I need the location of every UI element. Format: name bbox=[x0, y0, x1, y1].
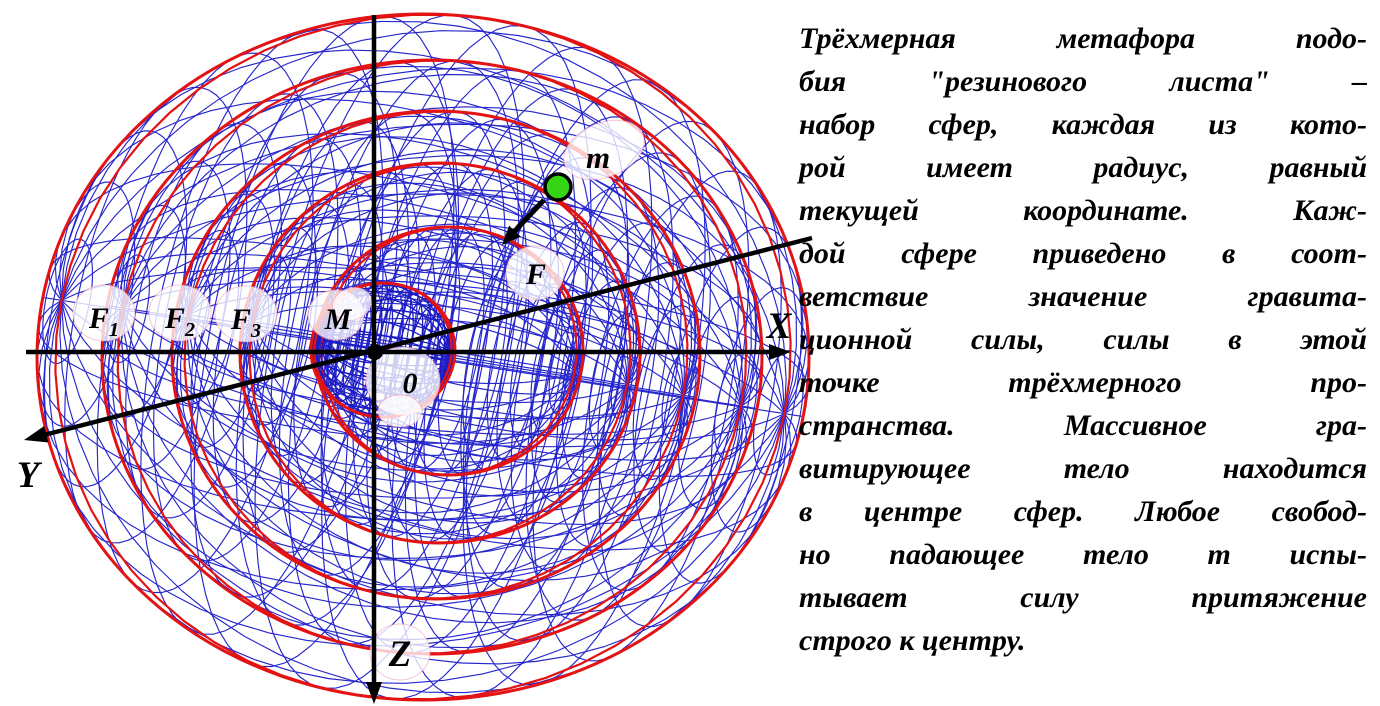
z-axis-arrowhead bbox=[366, 682, 382, 704]
caption-line: рой имеет радиус, равный bbox=[799, 151, 1367, 184]
caption-line: дой сфере приведено в соот- bbox=[799, 237, 1367, 270]
caption-line: тывает силу притяжение bbox=[799, 581, 1367, 614]
caption-line: ционной силы, силы в этой bbox=[799, 323, 1367, 356]
origin-dot bbox=[367, 344, 383, 360]
caption-line: ветствие значение гравита- bbox=[799, 280, 1367, 313]
caption bbox=[799, 17, 1367, 662]
caption-line: в центре сфер. Любое свобод- bbox=[799, 495, 1367, 528]
caption-line: бия "резинового листа" – bbox=[799, 65, 1367, 98]
caption-line: Трёхмерная метафора подо- bbox=[799, 22, 1367, 55]
caption-line: строго к центру. bbox=[799, 624, 1026, 657]
caption-line: странства. Массивное гра- bbox=[799, 409, 1367, 442]
axis-label-X: X bbox=[766, 306, 792, 347]
point-label-F2: $F_2$ bbox=[164, 302, 196, 341]
mass-point bbox=[545, 174, 571, 200]
caption-line: но падающее тело m испы- bbox=[799, 538, 1367, 571]
y-axis-arrowhead bbox=[24, 426, 48, 442]
axis-label-Z: Z bbox=[388, 634, 412, 675]
point-label-F: F bbox=[525, 258, 547, 291]
caption-line: набор сфер, каждая из кото- bbox=[799, 108, 1367, 141]
caption-line: витирующее тело находится bbox=[799, 452, 1367, 485]
point-label-F3: $F_3$ bbox=[230, 303, 262, 342]
point-label-F1: $F_1$ bbox=[88, 302, 120, 341]
point-label-M: M bbox=[324, 303, 352, 336]
point-label-0: 0 bbox=[402, 367, 418, 400]
caption-line: точке трёхмерного про- bbox=[799, 366, 1367, 399]
caption-line: текущей координате. Каж- bbox=[799, 194, 1367, 227]
point-label-m: m bbox=[585, 140, 611, 175]
axis-label-Y: Y bbox=[16, 455, 40, 496]
